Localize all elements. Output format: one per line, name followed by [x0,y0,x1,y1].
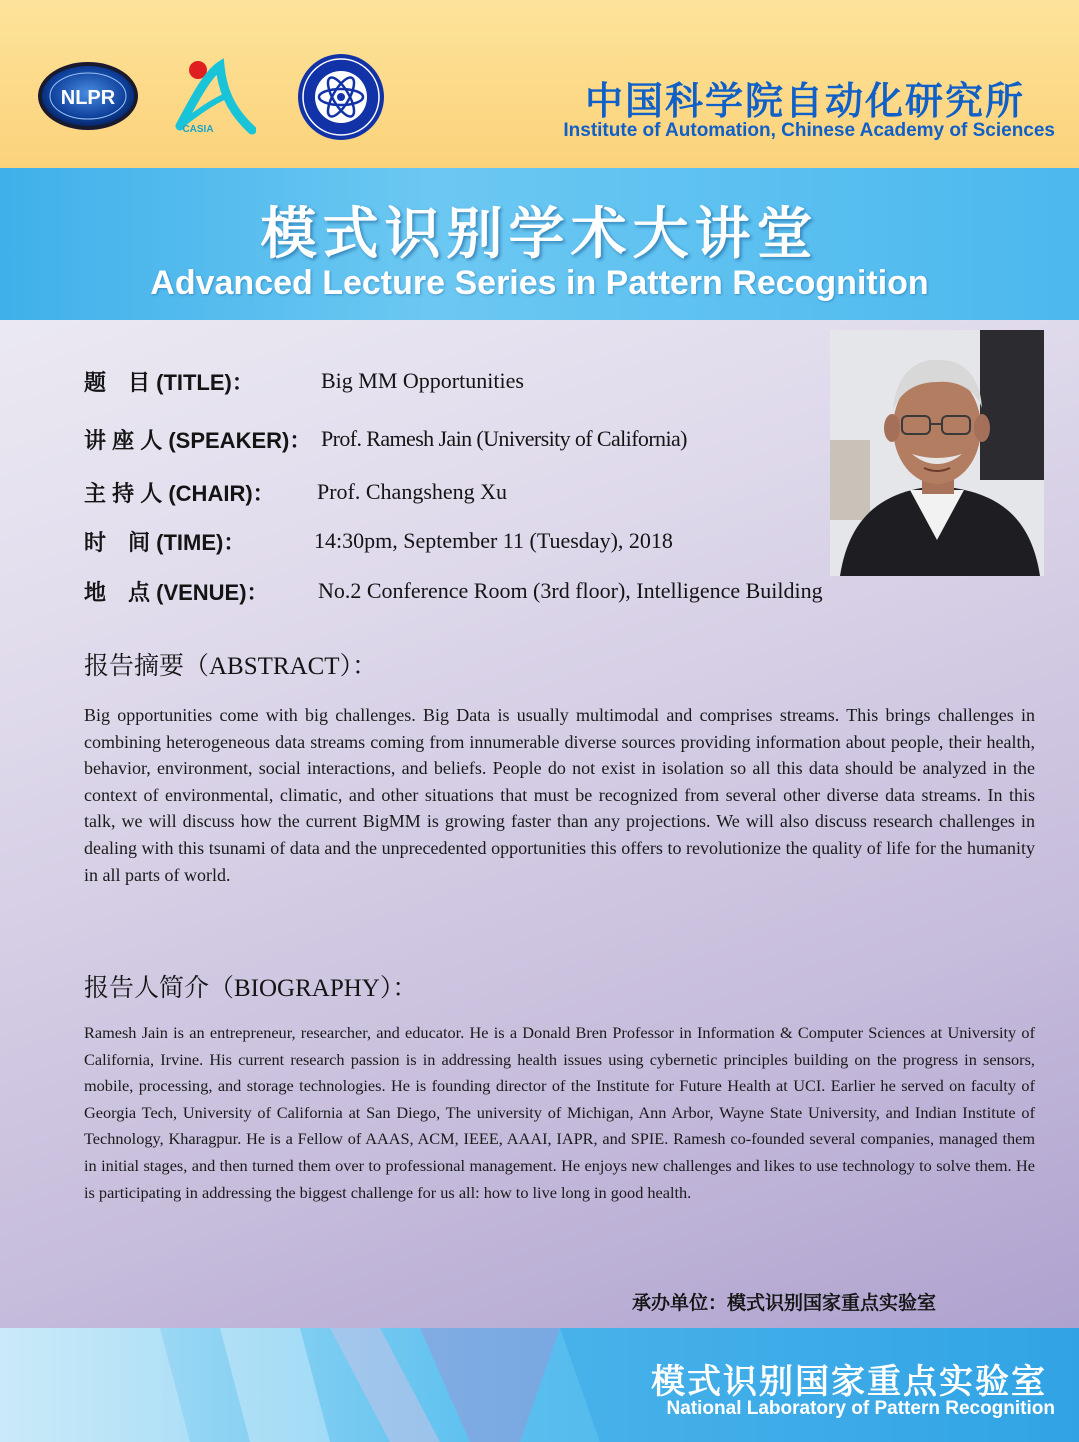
title-label: 题 目 (TITLE)： [84,370,254,395]
abstract-text: Big opportunities come with big challenges. Big Data is usually multimodal and comprises streams. This brings challenges in combining heterogeneous data streams coming from innumerable diverse sources providing information about people, their health, behavior, environment, social interactions, and beliefs. People do not exist in isolation so all this data should be analyzed in the context of environmental, climatic, and other situations that must be recognized from several other diverse data streams. In this talk, we will discuss how the current BigMM is growing faster than any projections. We will also discuss research challenges in dealing with this tsunami of data and the unprecedented opportunities this offers to revolutionize the quality of life for the humanity in all parts of world. [84,705,1035,885]
info-row-speaker [84,424,954,464]
biography-text: Ramesh Jain is an entrepreneur, researcher, and educator. He is a Donald Bren Professor in Information & Computer Sciences at University of California, Irvine. His current research passion is in addressing health issues using cybernetic principles building on the progress in sensors, mobile, processing, and storage technologies. He is founding director of the Institute for Future Health at UCI. Earlier he served on faculty of Georgia Tech, University of California at San Diego, The university of Michigan, Ann Arbor, Wayne State University, and Indian Institute of Technology, Kharagpur. He is a Fellow of AAAS, ACM, IEEE, AAAI, IAPR, and SPIE. Ramesh co-founded several companies, managed them in initial stages, and then turned them over to professional management. He enjoys new challenges and likes to use technology to solve them. He is participating in addressing the biggest challenge for us all: how to live long in good health. [84,1023,1035,1202]
venue-label: 地 点 (VENUE)： [84,580,269,605]
venue-value: No.2 Conference Room (3rd floor), Intelligence Building [318,578,823,603]
chair-value: Prof. Changsheng Xu [317,479,508,504]
institute-name-cn: 中国科学院自动化研究所 [584,79,1025,123]
biography-heading: 报告人简介（BIOGRAPHY）： [84,975,418,1002]
nlpr-logo-icon [36,60,140,132]
speaker-value: Prof. Ramesh Jain (University of California) [321,426,687,451]
svg-text:NLPR: NLPR [60,87,116,109]
info-row-title [84,366,954,406]
svg-text:CASIA: CASIA [182,124,214,135]
time-label: 时 间 (TIME)： [84,530,246,555]
time-value: 14:30pm, September 11 (Tuesday), 2018 [314,528,673,553]
info-row-venue [84,576,954,616]
series-title-cn: 模式识别学术大讲堂 [260,202,819,267]
info-row-chair [84,477,954,517]
info-row-time [84,526,954,566]
cas-emblem-icon [296,52,386,142]
title-value: Big MM Opportunities [321,368,524,393]
organizer-text: 承办单位：模式识别国家重点实验室 [632,1292,937,1314]
speaker-label: 讲 座 人 (SPEAKER)： [84,428,312,453]
lab-name-cn: 模式识别国家重点实验室 [651,1362,1047,1402]
casia-logo-icon [168,56,256,136]
series-title-en: Advanced Lecture Series in Pattern Recognition [150,264,929,302]
chair-label: 主 持 人 (CHAIR)： [84,481,275,506]
institute-name-en: Institute of Automation, Chinese Academy of Sciences [563,120,1055,141]
abstract-heading: 报告摘要（ABSTRACT）： [84,653,378,680]
lab-name-en: National Laboratory of Pattern Recognition [666,1398,1055,1419]
